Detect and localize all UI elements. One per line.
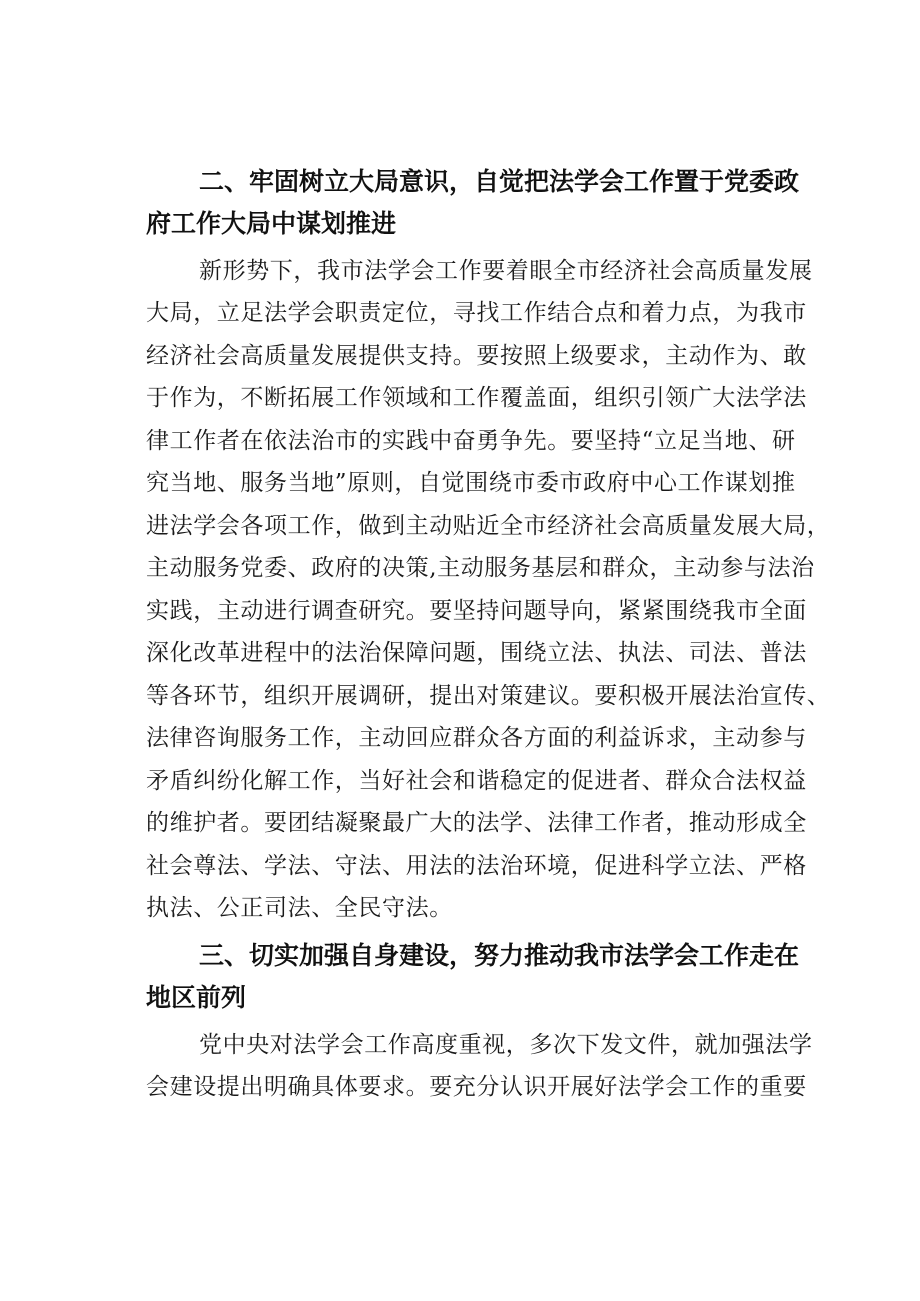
paragraph-line: 究当地、服务当地”原则，自觉围绕市委市政府中心工作谋划推 (146, 470, 796, 496)
paragraph-line: 新形势下，我市法学会工作要着眼全市经济社会高质量发展 (199, 258, 813, 284)
section-heading: 三、切实加强自身建设，努力推动我市法学会工作走在 (199, 941, 800, 970)
section-heading: 二、牢固树立大局意识，自觉把法学会工作置于党委政 (199, 167, 800, 196)
paragraph-line: 党中央对法学会工作高度重视，多次下发文件，就加强法学 (199, 1032, 813, 1058)
paragraph-line: 法律咨询服务工作，主动回应群众各方面的利益诉求，主动参与 (146, 725, 807, 751)
paragraph-line: 于作为，不断拓展工作领域和工作覆盖面，组织引领广大法学法 (146, 385, 807, 411)
paragraph-line: 主动服务党委、政府的决策,主动服务基层和群众，主动参与法治 (146, 555, 815, 581)
paragraph-line: 矛盾纠纷化解工作，当好社会和谐稳定的促进者、群众合法权益 (146, 768, 807, 794)
paragraph-line: 的维护者。要团结凝聚最广大的法学、法律工作者，推动形成全 (146, 810, 807, 836)
paragraph-line: 进法学会各项工作，做到主动贴近全市经济社会高质量发展大局， (146, 513, 831, 539)
paragraph-line: 会建设提出明确具体要求。要充分认识开展好法学会工作的重要 (146, 1074, 807, 1100)
paragraph-line: 社会尊法、学法、守法、用法的法治环境，促进科学立法、严格 (146, 853, 807, 879)
section-heading: 地区前列 (146, 983, 247, 1012)
paragraph-line: 经济社会高质量发展提供支持。要按照上级要求，主动作为、敢 (146, 343, 807, 369)
paragraph-line: 执法、公正司法、全民守法。 (146, 895, 453, 921)
section-heading: 府工作大局中谋划推进 (146, 209, 397, 238)
paragraph-line: 深化改革进程中的法治保障问题，围绕立法、执法、司法、普法 (146, 640, 807, 666)
paragraph-line: 实践，主动进行调查研究。要坚持问题导向，紧紧围绕我市全面 (146, 598, 807, 624)
paragraph-line: 律工作者在依法治市的实践中奋勇争先。要坚持“立足当地、研 (146, 428, 796, 454)
paragraph-line: 等各环节，组织开展调研，提出对策建议。要积极开展法治宣传、 (146, 683, 831, 709)
paragraph-line: 大局，立足法学会职责定位，寻找工作结合点和着力点，为我市 (146, 300, 807, 326)
